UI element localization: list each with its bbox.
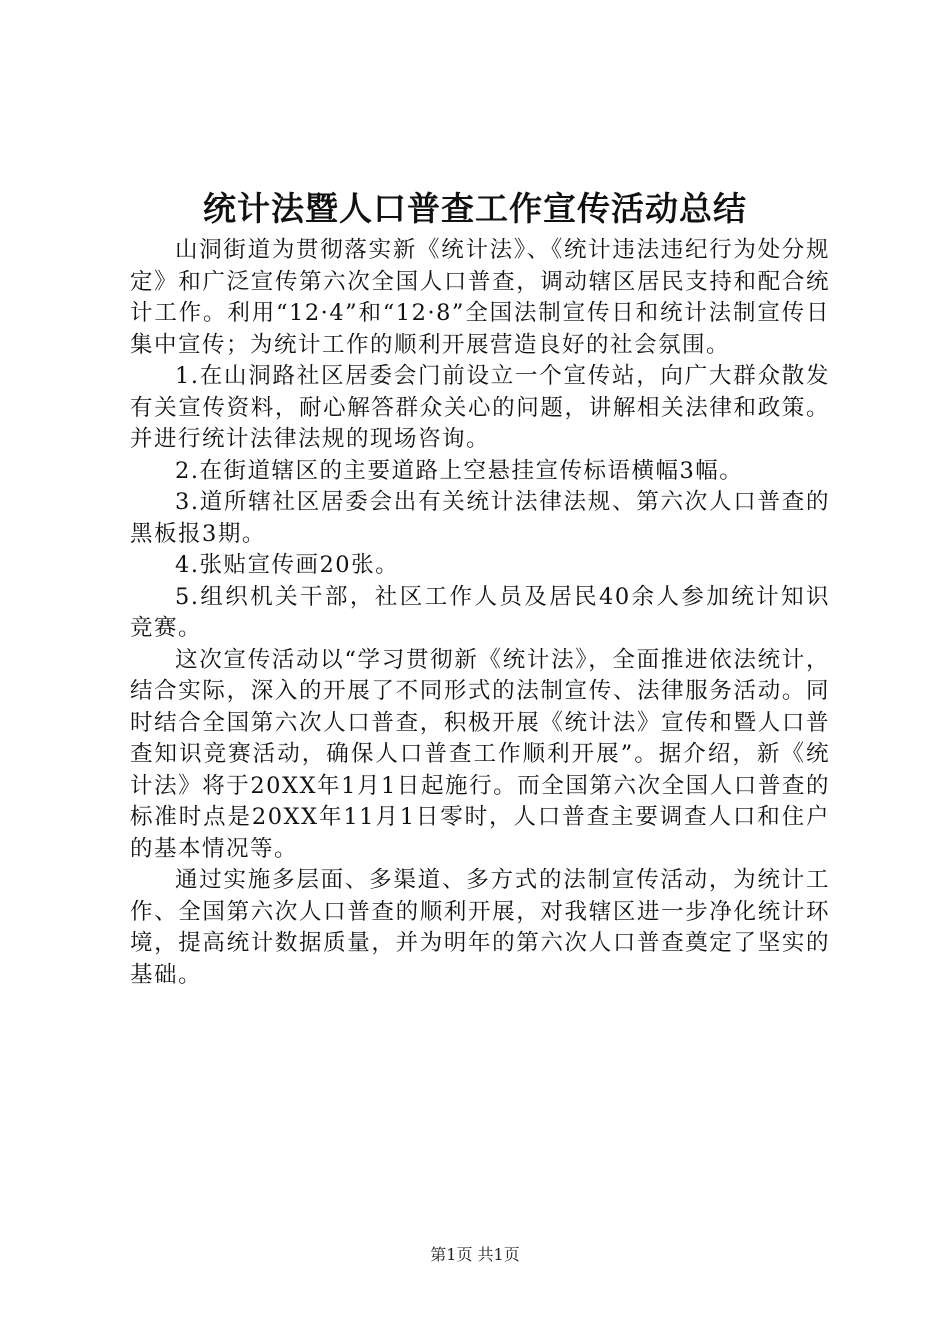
paragraph-conclusion: 通过实施多层面、多渠道、多方式的法制宣传活动，为统计工作、全国第六次人口普查的顺利开展，对我辖区进一步净化统计环境，提高统计数据质量，并为明年的第六次人口普查奠定了坚实的基础。 <box>130 867 830 988</box>
paragraph-item-2: 2.在街道辖区的主要道路上空悬挂宣传标语横幅3幅。 <box>175 457 744 484</box>
page-footer: 第1页 共1页 <box>430 1245 520 1264</box>
document-title: 统计法暨人口普查工作宣传活动总结 <box>203 189 747 228</box>
paragraph-intro: 山洞街道为贯彻落实新《统计法》、《统计违法违纪行为处分规定》和广泛宣传第六次全国人口普查，调动辖区居民支持和配合统计工作。利用“12·4”和“12·8”全国法制宣传日和统计法制宣传日集中宣传；为统计工作的顺利开展营造良好的社会氛围。 <box>130 237 830 358</box>
paragraph-item-3: 3.道所辖社区居委会出有关统计法律法规、第六次人口普查的黑板报3期。 <box>130 489 830 547</box>
paragraph-item-4: 4.张贴宣传画20张。 <box>175 552 400 578</box>
document-body <box>130 235 830 991</box>
paragraph-item-1: 1.在山洞路社区居委会门前设立一个宣传站，向广大群众散发有关宣传资料，耐心解答群众关心的问题，讲解相关法律和政策。并进行统计法律法规的现场咨询。 <box>130 363 830 452</box>
paragraph-item-5: 5.组织机关干部，社区工作人员及居民40余人参加统计知识竞赛。 <box>130 583 830 641</box>
paragraph-summary: 这次宣传活动以“学习贯彻新《统计法》，全面推进依法统计，结合实际，深入的开展了不同形式的法制宣传、法律服务活动。同时结合全国第六次人口普查，积极开展《统计法》宣传和暨人口普查知识竞赛活动，确保人口普查工作顺利开展”。据介绍，新《统计法》将于20XX年1月1日起施行。而全国第六次全国人口普查的标准时点是20XX年11月1日零时，人口普查主要调查人口和住户的基本情况等。 <box>130 646 830 862</box>
